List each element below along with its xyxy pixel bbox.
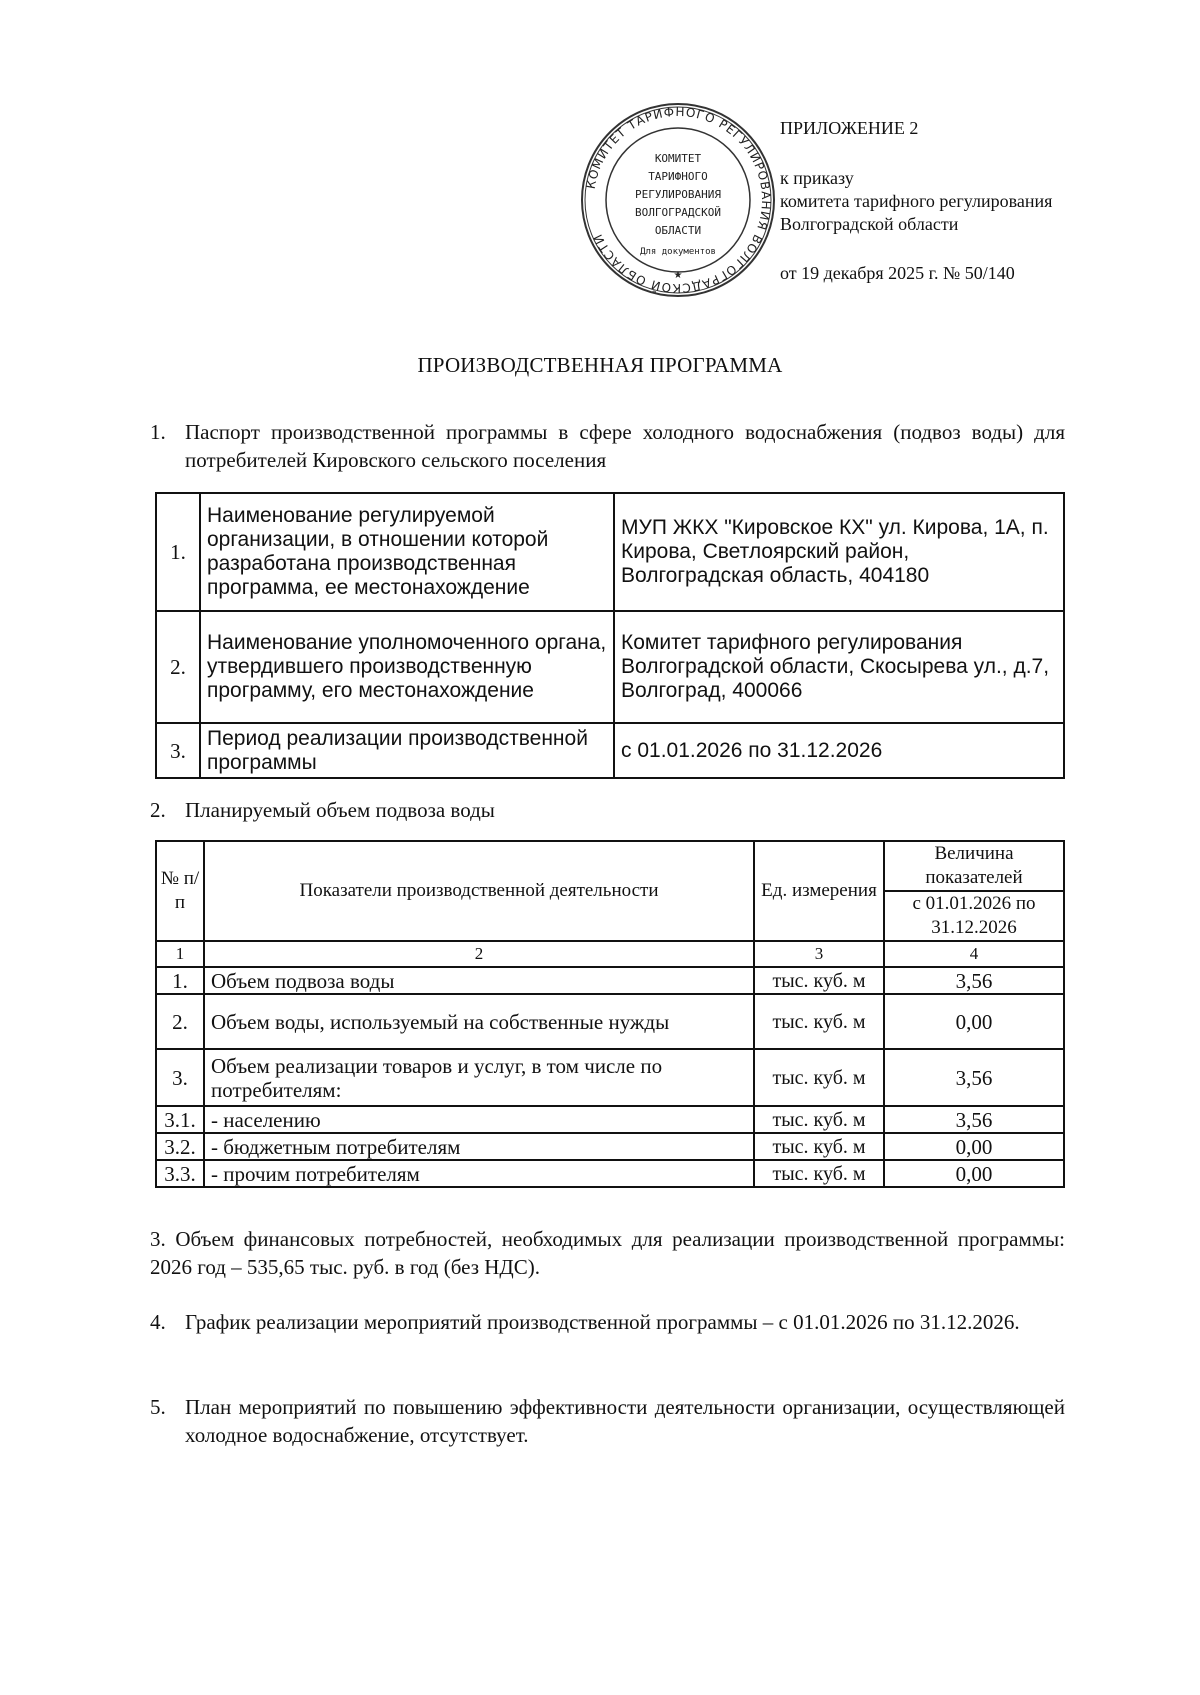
row-label: Наименование регулируемой организации, в отношении которой разработана производственная программа, ее местонахождение (200, 493, 614, 611)
row-name: - прочим потребителям (204, 1160, 754, 1187)
row-number: 2. (156, 611, 200, 723)
index-cell: 1 (156, 941, 204, 967)
header-period: с 01.01.2026 по 31.12.2026 (884, 891, 1064, 941)
row-unit: тыс. куб. м (754, 1106, 884, 1133)
svg-text:Для документов: Для документов (640, 247, 716, 257)
page-title: ПРОИЗВОДСТВЕННАЯ ПРОГРАММА (417, 353, 783, 377)
section-5 (150, 1393, 1065, 1449)
header-row (156, 841, 1064, 891)
section-4 (150, 1308, 1065, 1336)
header-number: № п/п (156, 841, 204, 941)
svg-text:РЕГУЛИРОВАНИЯ: РЕГУЛИРОВАНИЯ (634, 188, 722, 201)
row-value: 3,56 (884, 1106, 1064, 1133)
svg-text:ОБЛАСТИ: ОБЛАСТИ (654, 224, 702, 237)
row-unit: тыс. куб. м (754, 967, 884, 994)
section-text: Планируемый объем подвоза воды (185, 798, 495, 822)
section-text: График реализации мероприятий производственной программы – с 01.01.2026 по 31.12.2026. (185, 1310, 1020, 1334)
row-number: 3. (156, 723, 200, 778)
appendix-title: ПРИЛОЖЕНИЕ 2 (780, 118, 919, 138)
appendix-line: комитета тарифного регулирования (780, 191, 1053, 211)
header-value: Величина показателей (884, 841, 1064, 891)
volume-table (155, 840, 1065, 1188)
table-row (156, 967, 1064, 994)
row-value: 0,00 (884, 994, 1064, 1049)
table-row (156, 611, 1064, 723)
row-name: Объем реализации товаров и услуг, в том числе по потребителям: (204, 1049, 754, 1106)
index-row (156, 941, 1064, 967)
row-unit: тыс. куб. м (754, 994, 884, 1049)
table-row (156, 723, 1064, 778)
appendix-order-date: от 19 декабря 2025 г. № 50/140 (780, 263, 1015, 283)
table-row (156, 1106, 1064, 1133)
row-number: 3.2. (156, 1133, 204, 1160)
appendix-block (780, 117, 1080, 285)
index-cell: 3 (754, 941, 884, 967)
section-number: 2. (150, 798, 166, 822)
row-value: 0,00 (884, 1133, 1064, 1160)
row-label: Наименование уполномоченного органа, утвердившего производственную программу, его местонахождение (200, 611, 614, 723)
section-number: 1. (150, 420, 166, 444)
svg-text:КОМИТЕТ: КОМИТЕТ (654, 152, 702, 165)
row-number: 3.1. (156, 1106, 204, 1133)
row-value: Комитет тарифного регулирования Волгоградской области, Скосырева ул., д.7, Волгоград, 400066 (614, 611, 1064, 723)
row-value: с 01.01.2026 по 31.12.2026 (614, 723, 1064, 778)
row-unit: тыс. куб. м (754, 1133, 884, 1160)
section-number: 4. (150, 1310, 166, 1334)
row-unit: тыс. куб. м (754, 1160, 884, 1187)
table-row (156, 1133, 1064, 1160)
row-number: 2. (156, 994, 204, 1049)
passport-table (155, 492, 1065, 779)
table-row (156, 994, 1064, 1049)
index-cell: 2 (204, 941, 754, 967)
row-number: 3.3. (156, 1160, 204, 1187)
section-number: 5. (150, 1395, 166, 1419)
row-value: 3,56 (884, 1049, 1064, 1106)
row-value: 3,56 (884, 967, 1064, 994)
table-row (156, 1049, 1064, 1106)
header-indicator: Показатели производственной деятельности (204, 841, 754, 941)
section-text: 3. Объем финансовых потребностей, необходимых для реализации производственной программы: 2026 год – 535,65 тыс. руб. в год (без НДС). (150, 1227, 1065, 1279)
row-name: - населению (204, 1106, 754, 1133)
row-label: Период реализации производственной программы (200, 723, 614, 778)
row-unit: тыс. куб. м (754, 1049, 884, 1106)
header-unit: Ед. измерения (754, 841, 884, 941)
index-cell: 4 (884, 941, 1064, 967)
svg-text:ТАРИФНОГО: ТАРИФНОГО (648, 170, 708, 183)
section-2 (150, 796, 1065, 824)
section-text: План мероприятий по повышению эффективности деятельности организации, осуществляющей холодное водоснабжение, отсутствует. (185, 1395, 1065, 1447)
row-value: 0,00 (884, 1160, 1064, 1187)
svg-text:ВОЛГОГРАДСКОЙ: ВОЛГОГРАДСКОЙ (634, 206, 722, 219)
row-number: 3. (156, 1049, 204, 1106)
section-1 (150, 418, 1065, 474)
table-row (156, 1160, 1064, 1187)
row-name: Объем воды, используемый на собственные нужды (204, 994, 754, 1049)
official-stamp (578, 100, 778, 300)
row-name: - бюджетным потребителям (204, 1133, 754, 1160)
section-3 (150, 1225, 1065, 1281)
stamp-outer-text: КОМИТЕТ ТАРИФНОГО РЕГУЛИРОВАНИЯ ВОЛГОГРАДСКОЙ ОБЛАСТИ (583, 104, 774, 296)
row-value: МУП ЖКХ "Кировское КХ" ул. Кирова, 1А, п. Кирова, Светлоярский район, Волгоградская область, 404180 (614, 493, 1064, 611)
appendix-line: к приказу (780, 168, 854, 188)
svg-text:★: ★ (673, 270, 683, 281)
appendix-line: Волгоградской области (780, 214, 959, 234)
section-text: Паспорт производственной программы в сфере холодного водоснабжения (подвоз воды) для потребителей Кировского сельского поселения (185, 420, 1065, 472)
row-name: Объем подвоза воды (204, 967, 754, 994)
table-row (156, 493, 1064, 611)
stamp-center-text (635, 152, 721, 257)
row-number: 1. (156, 967, 204, 994)
row-number: 1. (156, 493, 200, 611)
